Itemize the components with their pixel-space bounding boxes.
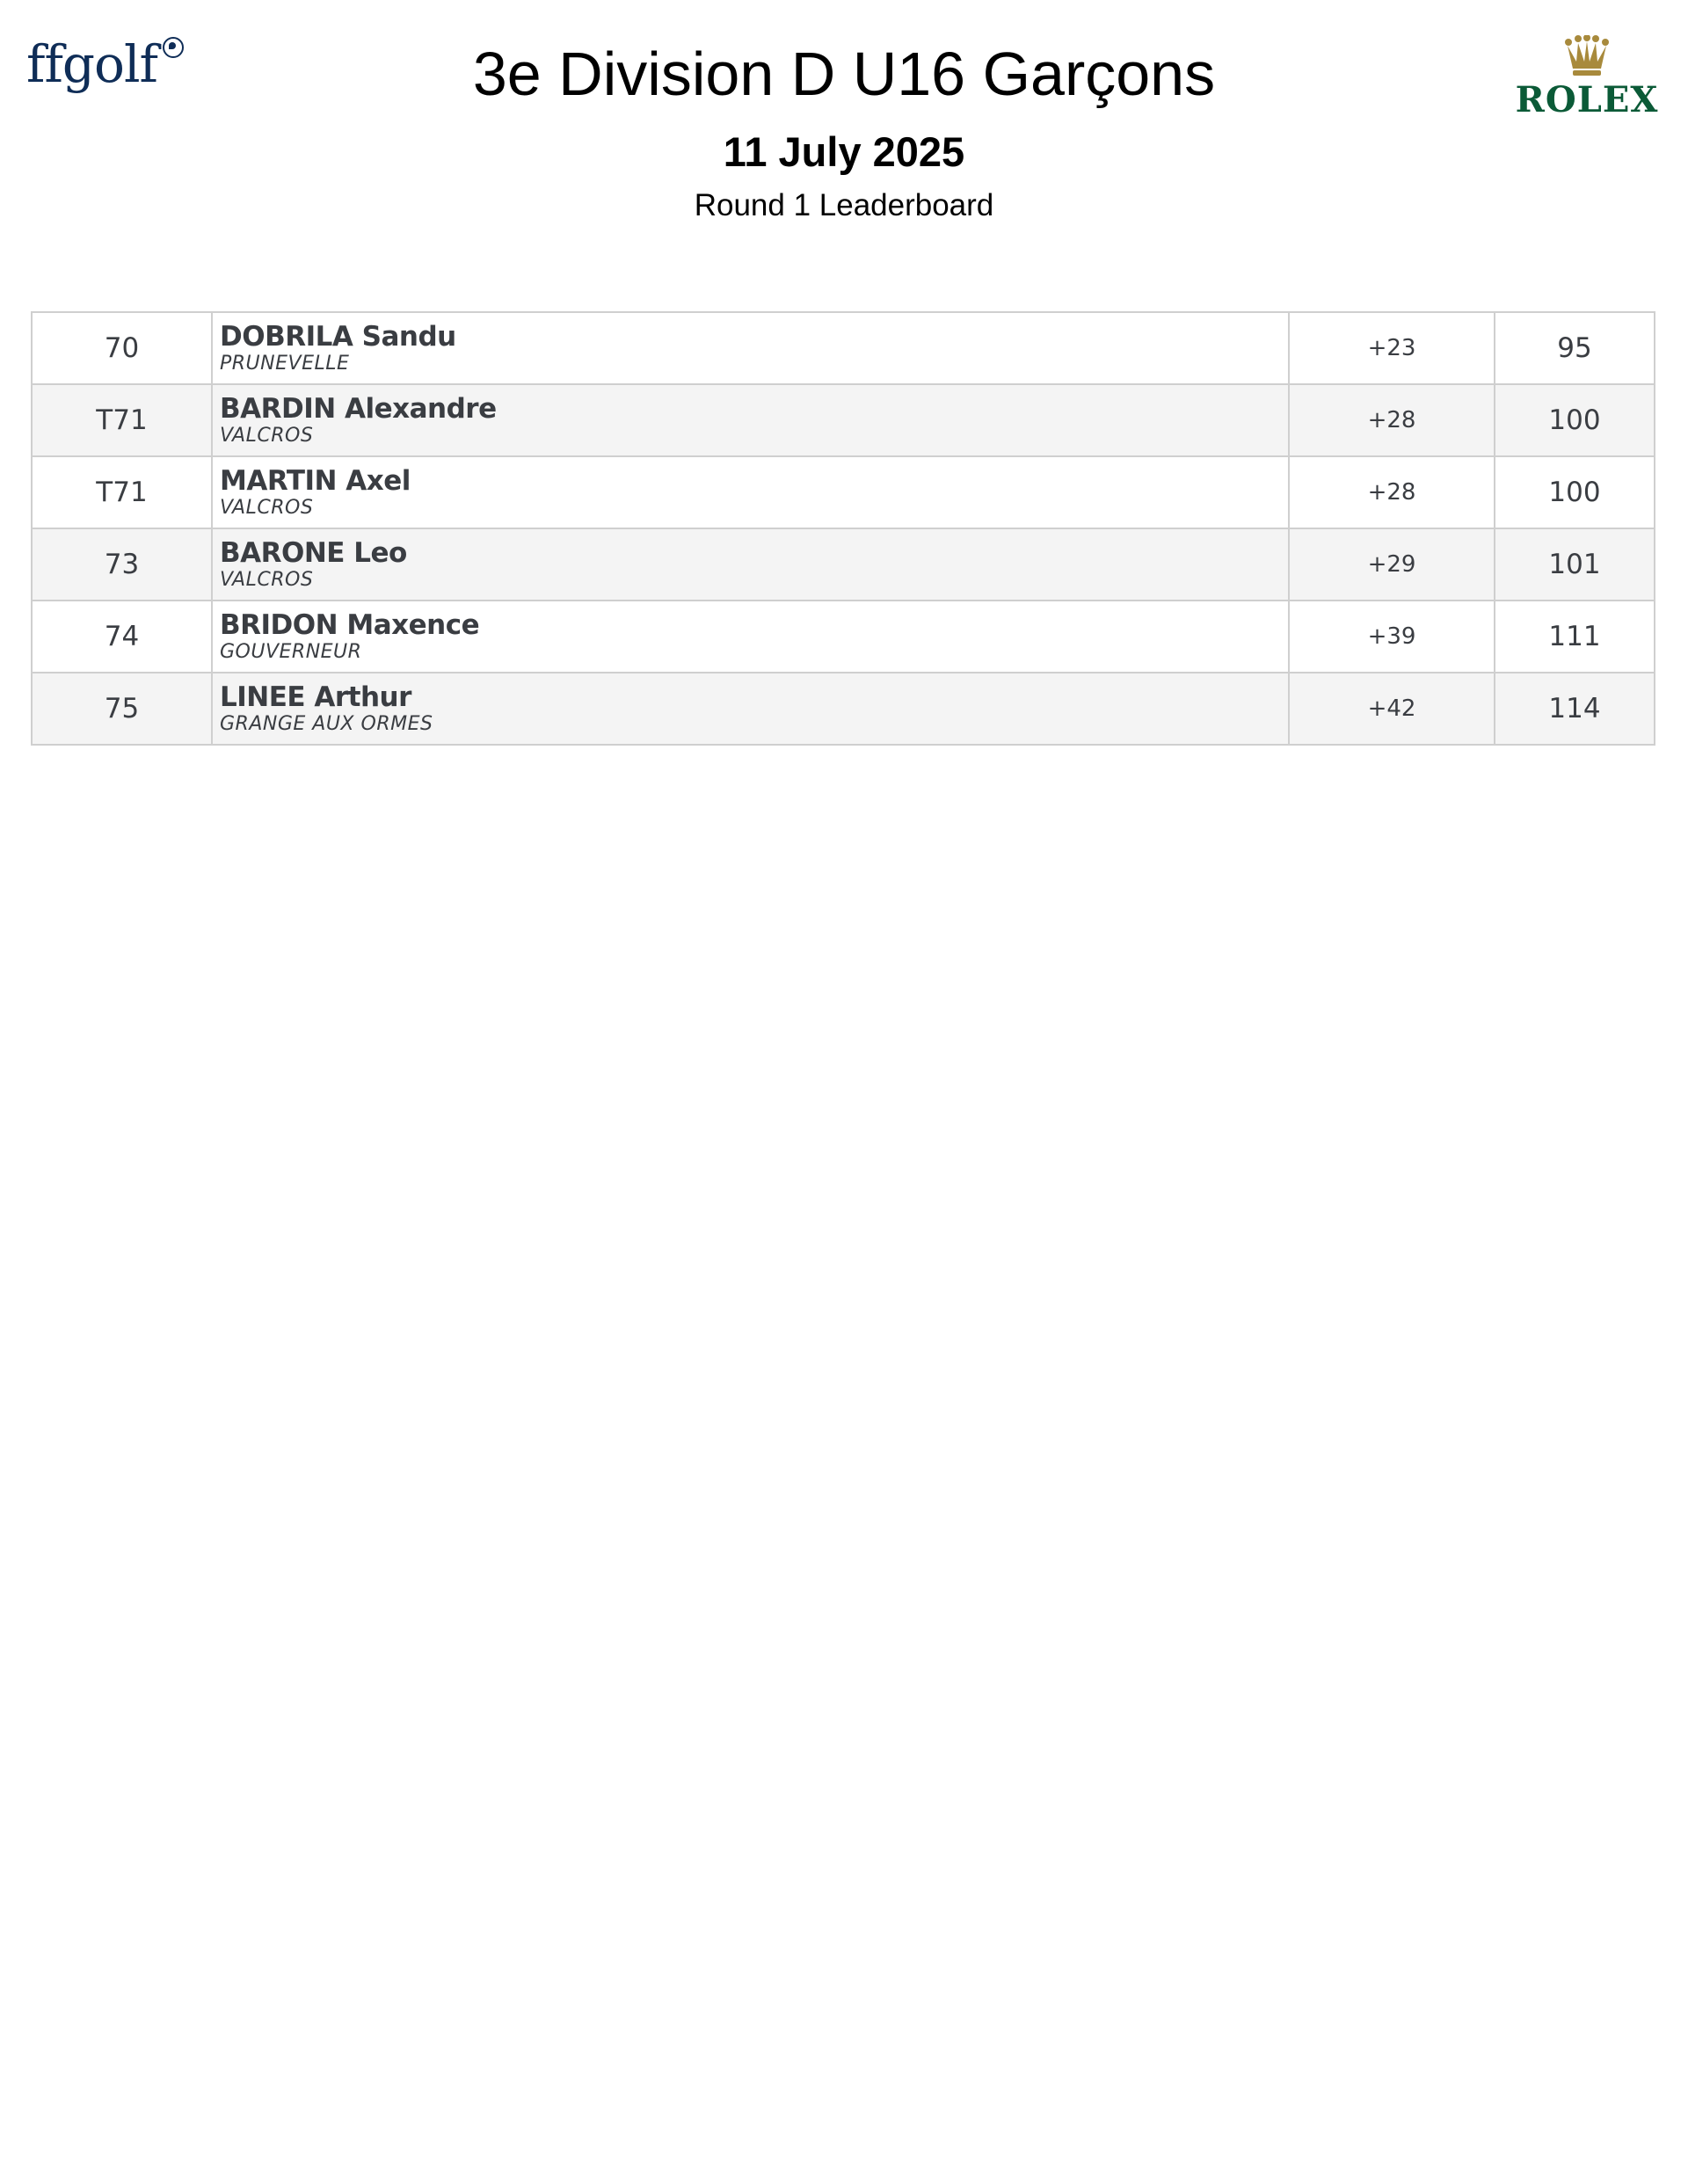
player-name: DOBRILA Sandu bbox=[220, 321, 456, 353]
player-cell bbox=[212, 312, 1289, 384]
to-par-cell: +23 bbox=[1289, 312, 1495, 384]
to-par-cell: +42 bbox=[1289, 673, 1495, 745]
leaderboard-body bbox=[32, 312, 1655, 745]
table-row bbox=[32, 384, 1655, 456]
table-row bbox=[32, 528, 1655, 601]
position-cell: 73 bbox=[32, 528, 212, 601]
player-club: GRANGE AUX ORMES bbox=[220, 713, 433, 735]
rolex-logo bbox=[1512, 35, 1662, 118]
player-cell bbox=[212, 673, 1289, 745]
player-name: BRIDON Maxence bbox=[220, 609, 480, 641]
crown-icon bbox=[1564, 35, 1610, 79]
player-club: GOUVERNEUR bbox=[220, 641, 362, 663]
table-row bbox=[32, 456, 1655, 528]
player-cell bbox=[212, 384, 1289, 456]
player-club: VALCROS bbox=[220, 569, 314, 591]
total-cell: 100 bbox=[1495, 456, 1655, 528]
player-club: VALCROS bbox=[220, 497, 314, 519]
position-cell: 74 bbox=[32, 601, 212, 673]
player-cell bbox=[212, 456, 1289, 528]
player-name: LINEE Arthur bbox=[220, 681, 411, 713]
total-cell: 111 bbox=[1495, 601, 1655, 673]
table-row bbox=[32, 673, 1655, 745]
total-cell: 100 bbox=[1495, 384, 1655, 456]
player-cell bbox=[212, 528, 1289, 601]
round-subtitle: Round 1 Leaderboard bbox=[694, 188, 994, 222]
table-row bbox=[32, 601, 1655, 673]
ffgolf-logo-text: ffgolf bbox=[26, 34, 157, 94]
player-name: BARDIN Alexandre bbox=[220, 393, 497, 425]
position-cell: T71 bbox=[32, 384, 212, 456]
leaderboard-table bbox=[31, 311, 1655, 746]
player-name: BARONE Leo bbox=[220, 537, 407, 569]
player-club: VALCROS bbox=[220, 425, 314, 447]
page-title: 3e Division D U16 Garçons bbox=[472, 40, 1216, 108]
to-par-cell: +28 bbox=[1289, 384, 1495, 456]
position-cell: 70 bbox=[32, 312, 212, 384]
event-date: 11 July 2025 bbox=[723, 128, 965, 175]
position-cell: T71 bbox=[32, 456, 212, 528]
position-cell: 75 bbox=[32, 673, 212, 745]
total-cell: 101 bbox=[1495, 528, 1655, 601]
to-par-cell: +29 bbox=[1289, 528, 1495, 601]
player-name: MARTIN Axel bbox=[220, 465, 411, 497]
player-club: PRUNEVELLE bbox=[220, 353, 350, 375]
to-par-cell: +39 bbox=[1289, 601, 1495, 673]
rolex-logo-text: ROLEX bbox=[1515, 79, 1659, 120]
total-cell: 95 bbox=[1495, 312, 1655, 384]
total-cell: 114 bbox=[1495, 673, 1655, 745]
to-par-cell: +28 bbox=[1289, 456, 1495, 528]
table-row bbox=[32, 312, 1655, 384]
player-cell bbox=[212, 601, 1289, 673]
